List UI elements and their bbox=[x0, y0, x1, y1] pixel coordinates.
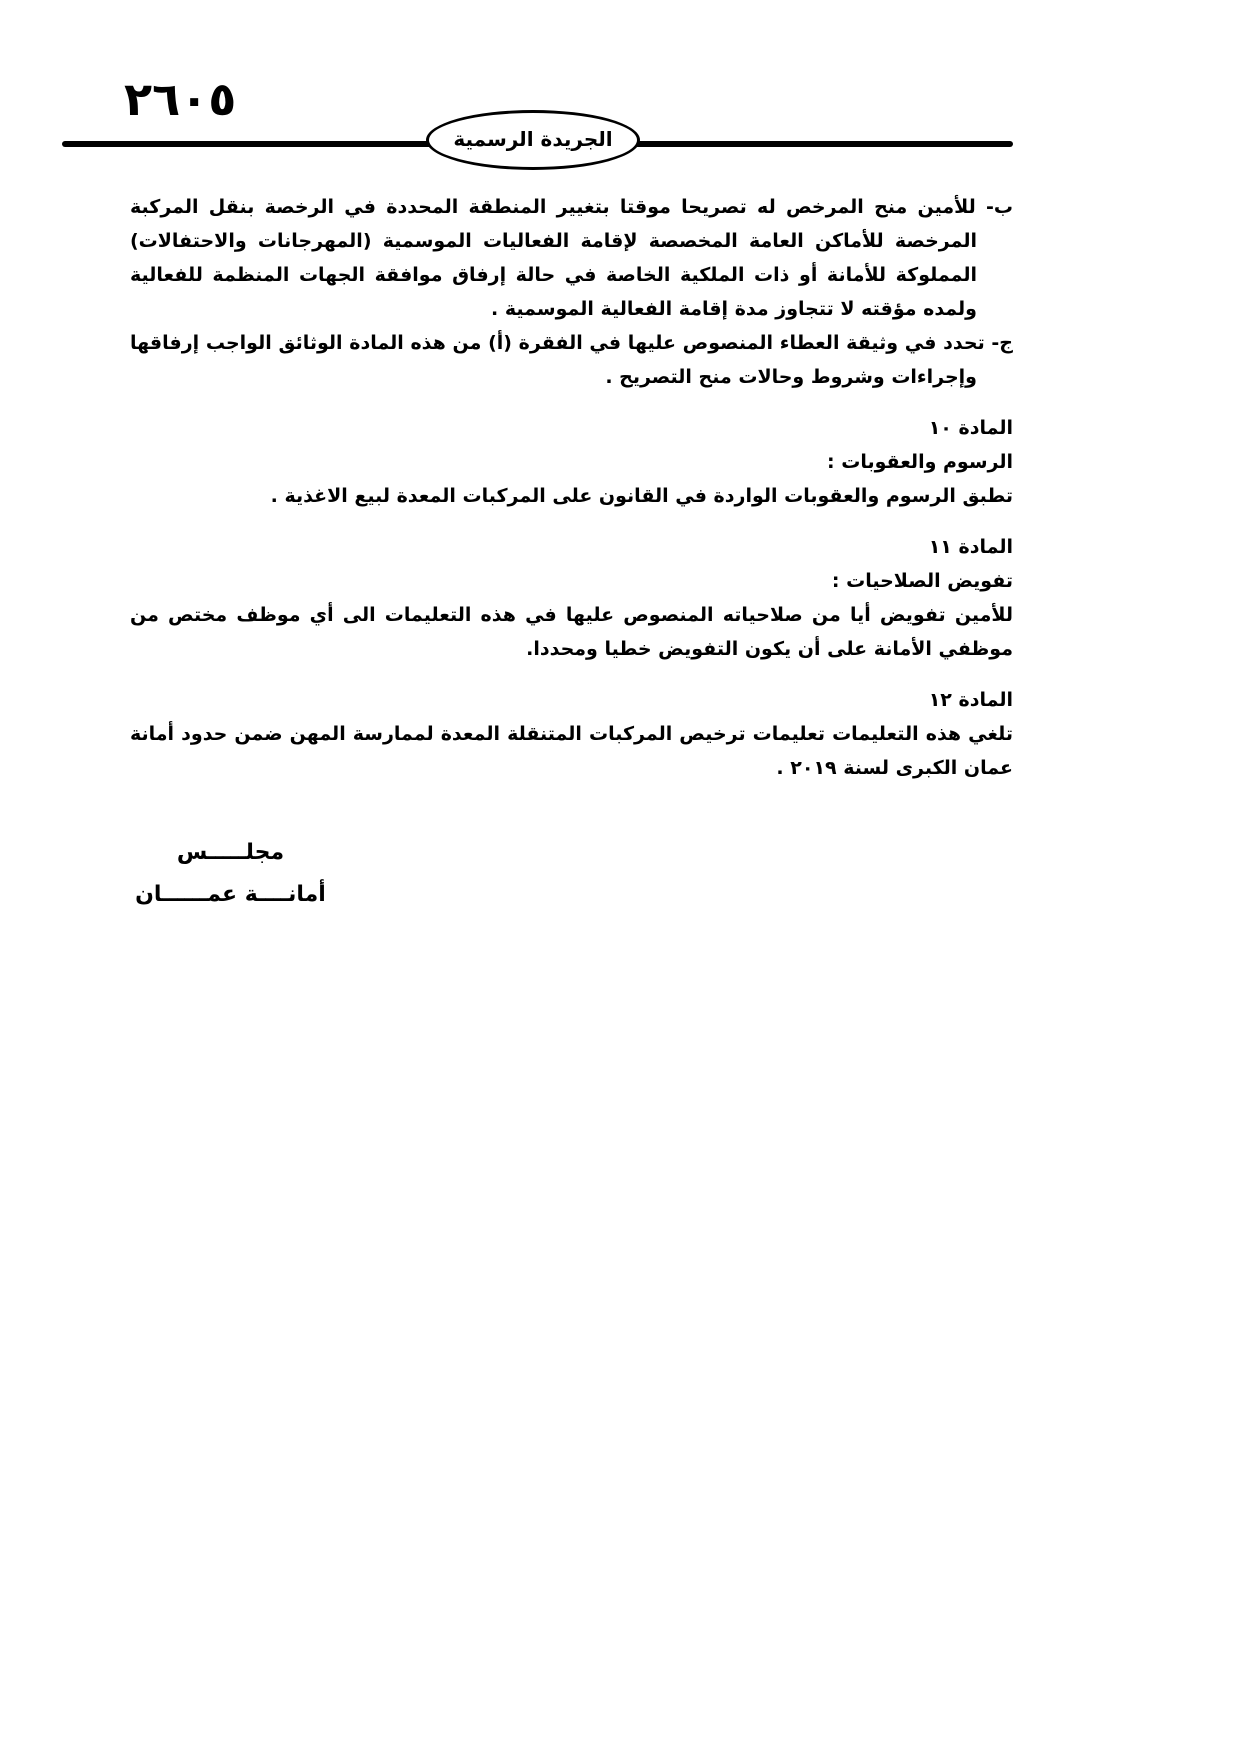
document-body bbox=[130, 190, 1013, 785]
signature-entity: أمانــــة عمــــــان bbox=[135, 882, 326, 907]
gazette-title: الجريدة الرسمية bbox=[453, 126, 613, 151]
article-12-text: تلغي هذه التعليمات تعليمات ترخيص المركبات المتنقلة المعدة لممارسة المهن ضمن حدود أمانة عمان الكبرى لسنة ٢٠١٩ . bbox=[130, 723, 1013, 779]
page-number: ٢٦٠٥ bbox=[124, 72, 237, 126]
clause-c-paragraph: ج- تحدد في وثيقة العطاء المنصوص عليها في الفقرة (أ) من هذه المادة الوثائق الواجب إرفاقها وإجراءات وشروط وحالات منح التصريح . bbox=[130, 332, 1013, 388]
article-10-title: المادة ١٠ bbox=[928, 417, 1013, 439]
article-10-text: تطبق الرسوم والعقوبات الواردة في القانون على المركبات المعدة لبيع الاغذية . bbox=[270, 485, 1013, 507]
article-10 bbox=[130, 411, 1013, 513]
article-12-title: المادة ١٢ bbox=[928, 689, 1013, 711]
article-11-subtitle: تفويض الصلاحيات : bbox=[831, 570, 1013, 592]
signature-council: مجلـــــس bbox=[176, 840, 285, 865]
clause-b-paragraph: ب- للأمين منح المرخص له تصريحا موقتا بتغيير المنطقة المحددة في الرخصة بنقل المركبة المرخصة للأماكن العامة المخصصة لإقامة الفعاليات الموسمية (المهرجانات والاحتفالات) المملوكة للأمانة أو ذات الملكية الخاصة في حالة إرفاق موافقة الجهات المنظمة للفعالية ولمده مؤقته لا تتجاوز مدة إقامة الفعالية الموسمية . bbox=[130, 196, 1013, 320]
article-11 bbox=[130, 530, 1013, 666]
article-11-text: للأمين تفويض أيا من صلاحياته المنصوص عليها في هذه التعليمات الى أي موظف مختص من موظفي الأمانة على أن يكون التفويض خطيا ومحددا. bbox=[130, 604, 1013, 660]
gazette-title-badge bbox=[426, 110, 640, 170]
article-10-subtitle: الرسوم والعقوبات : bbox=[827, 451, 1013, 473]
article-11-title: المادة ١١ bbox=[928, 536, 1013, 558]
article-12 bbox=[130, 683, 1013, 785]
signature-block bbox=[128, 832, 333, 916]
